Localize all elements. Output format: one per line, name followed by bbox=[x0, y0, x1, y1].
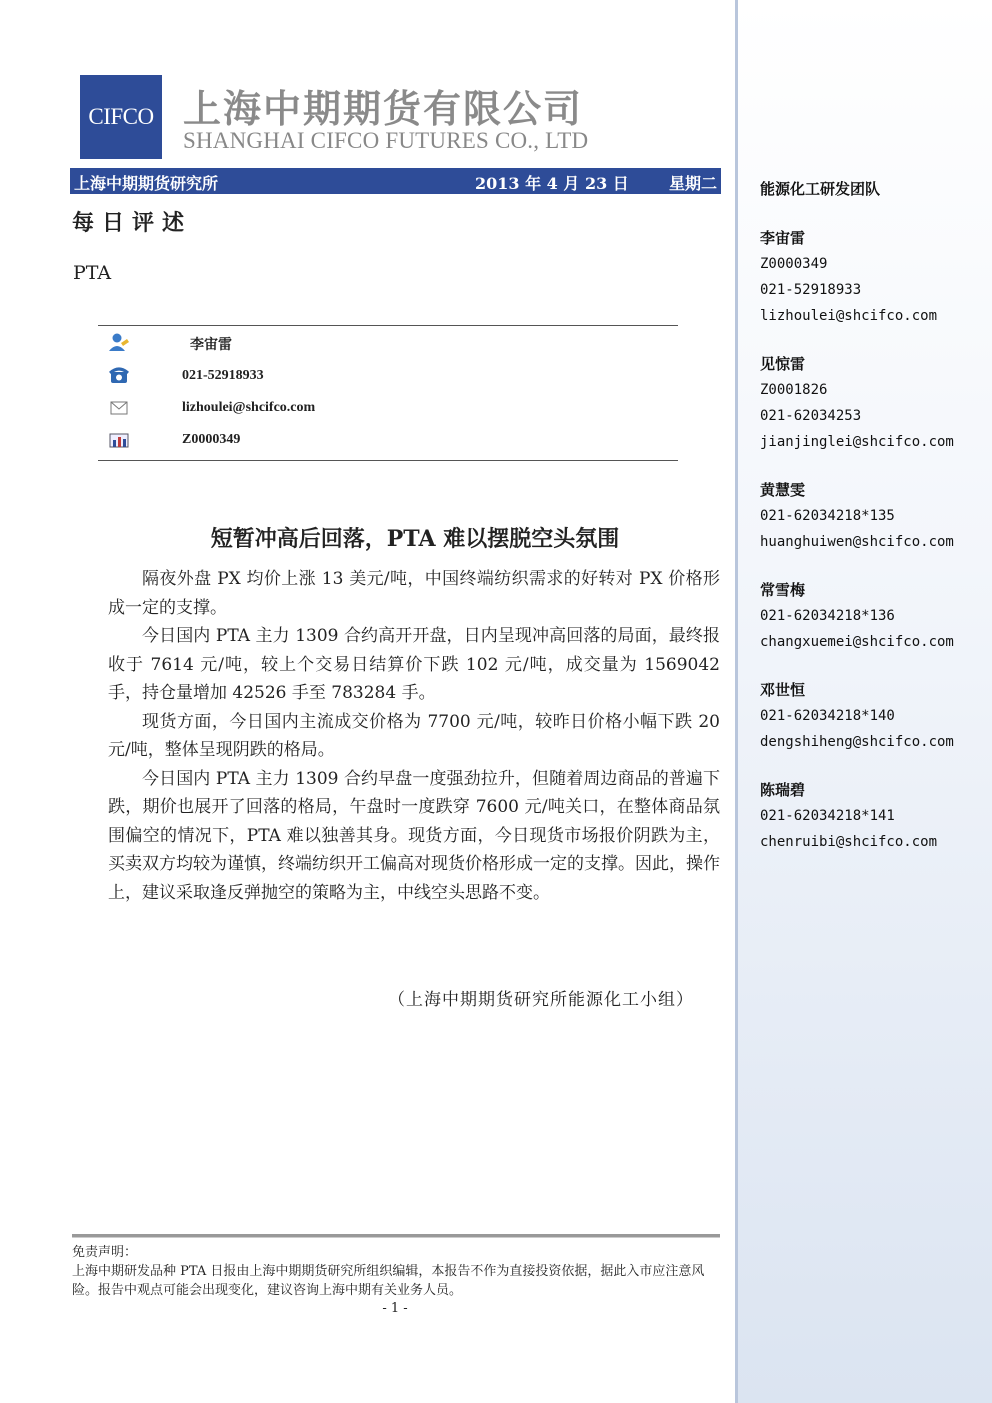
cifco-logo: CIFCO bbox=[80, 75, 162, 159]
team-member bbox=[760, 577, 990, 655]
footer-divider bbox=[72, 1234, 720, 1238]
article-body bbox=[108, 565, 720, 907]
disclaimer-label: 免责声明： bbox=[72, 1245, 138, 1260]
team-member bbox=[760, 351, 990, 455]
member-name: 李宙雷 bbox=[760, 229, 806, 247]
article-paragraph: 今日国内 PTA 主力 1309 合约早盘一度强劲拉升，但随着周边商品的普遍下跌，期价也展开了回落的格局，午盘时一度跌穿 7600 元/吨关口，在整体商品氛围偏空的情况下，PTA 难以独善其身。现货方面，今日现货市场报价阴跌为主，买卖双方均较为谨慎，终端纺织开工偏高对现货价格形成一定的支撑。因此，操作上，建议采取逢反弹抛空的策略为主，中线空头思路不变。 bbox=[108, 768, 720, 903]
phone-icon bbox=[108, 366, 130, 386]
person-icon bbox=[108, 332, 130, 352]
article-paragraph: 现货方面，今日国内主流成交价格为 7700 元/吨，较昨日价格小幅下跌 20 元/吨，整体呈现阴跌的格局。 bbox=[108, 711, 720, 760]
report-weekday: 星期二 bbox=[668, 174, 717, 193]
member-license: Z0000349 bbox=[760, 256, 828, 272]
report-date: 2013 年 4 月 23 日 bbox=[475, 174, 629, 193]
header-bar bbox=[70, 168, 721, 194]
member-name: 常雪梅 bbox=[760, 581, 806, 599]
company-name-cn: 上海中期期货有限公司 bbox=[183, 87, 584, 131]
member-email[interactable]: jianjinglei@shcifco.com bbox=[760, 434, 954, 450]
author-license: Z0000349 bbox=[182, 432, 241, 447]
author-email[interactable]: lizhoulei@shcifco.com bbox=[182, 400, 316, 415]
company-name-en: SHANGHAI CIFCO FUTURES CO., LTD bbox=[183, 128, 589, 153]
article-headline: 短暂冲高后回落，PTA 难以摆脱空头氛围 bbox=[210, 526, 620, 552]
author-phone: 021-52918933 bbox=[182, 368, 264, 383]
disclaimer bbox=[72, 1243, 722, 1300]
member-name: 黄慧雯 bbox=[760, 481, 806, 499]
member-email[interactable]: changxuemei@shcifco.com bbox=[760, 634, 954, 650]
product-label: PTA bbox=[73, 262, 112, 284]
team-sidebar bbox=[735, 0, 992, 1403]
article-signature: （上海中期期货研究所能源化工小组） bbox=[388, 990, 694, 1010]
article-paragraph: 今日国内 PTA 主力 1309 合约高开开盘，日内呈现冲高回落的局面，最终报收于 7614 元/吨，较上个交易日结算价下跌 102 元/吨，成交量为 1569042 手，持仓量增加 42526 手至 783284 手。 bbox=[108, 626, 720, 703]
member-email[interactable]: lizhoulei@shcifco.com bbox=[760, 308, 938, 324]
member-name: 邓世恒 bbox=[760, 681, 806, 699]
member-phone: 021-62034218*135 bbox=[760, 508, 895, 524]
disclaimer-text: 上海中期研发品种 PTA 日报由上海中期期货研究所组织编辑，本报告不作为直接投资依据，据此入市应注意风险。报告中观点可能会出现变化，建议咨询上海中期有关业务人员。 bbox=[72, 1264, 705, 1298]
team-member bbox=[760, 225, 990, 329]
author-license-row bbox=[98, 430, 678, 454]
member-phone: 021-52918933 bbox=[760, 282, 862, 298]
member-phone: 021-62034218*140 bbox=[760, 708, 895, 724]
team-title: 能源化工研发团队 bbox=[760, 180, 881, 198]
mail-icon bbox=[108, 398, 130, 418]
team-member bbox=[760, 477, 990, 555]
team-member bbox=[760, 677, 990, 755]
member-email[interactable]: chenruibi@shcifco.com bbox=[760, 834, 938, 850]
institute-name: 上海中期期货研究所 bbox=[74, 174, 219, 193]
team-member bbox=[760, 777, 990, 855]
page-number: - 1 - bbox=[382, 1301, 408, 1316]
author-name-row bbox=[98, 332, 678, 356]
member-license: Z0001826 bbox=[760, 382, 828, 398]
section-title: 每日评述 bbox=[72, 210, 193, 236]
member-phone: 021-62034218*141 bbox=[760, 808, 895, 824]
author-name: 李宙雷 bbox=[190, 338, 232, 353]
member-email[interactable]: huanghuiwen@shcifco.com bbox=[760, 534, 954, 550]
author-info bbox=[98, 325, 678, 461]
member-email[interactable]: dengshiheng@shcifco.com bbox=[760, 734, 954, 750]
member-phone: 021-62034218*136 bbox=[760, 608, 895, 624]
member-name: 陈瑞碧 bbox=[760, 781, 806, 799]
author-email-row bbox=[98, 398, 678, 422]
chart-icon bbox=[108, 430, 130, 450]
member-phone: 021-62034253 bbox=[760, 408, 862, 424]
member-name: 见惊雷 bbox=[760, 355, 806, 373]
team-contacts bbox=[760, 178, 990, 877]
article-paragraph: 隔夜外盘 PX 均价上涨 13 美元/吨，中国终端纺织需求的好转对 PX 价格形成一定的支撑。 bbox=[108, 569, 720, 618]
author-phone-row bbox=[98, 366, 678, 390]
